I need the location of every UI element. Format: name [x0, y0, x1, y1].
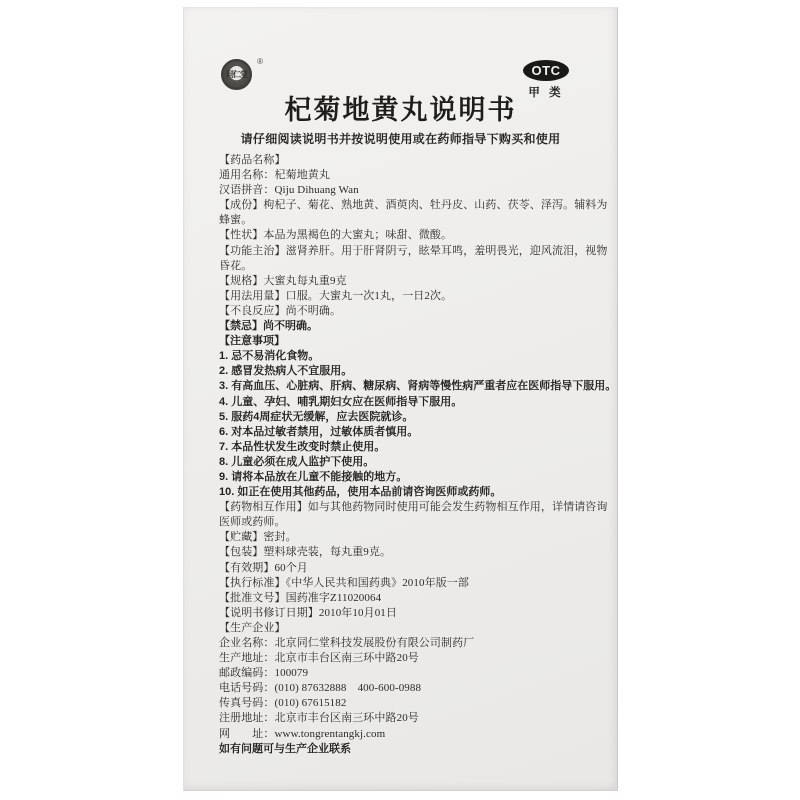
insert-line: 蜂蜜。	[219, 214, 253, 227]
insert-line: 7. 本品性状发生改变时禁止使用。	[219, 440, 386, 453]
insert-line: 【生产企业】	[219, 621, 286, 634]
insert-line: 【药物相互作用】如与其他药物同时使用可能会发生药物相互作用，详情请咨询	[219, 501, 608, 514]
insert-line: 【性状】本品为黑褐色的大蜜丸；味甜、微酸。	[219, 229, 453, 242]
insert-line: 【成份】枸杞子、菊花、熟地黄、酒萸肉、牡丹皮、山药、茯苓、泽泻。辅料为	[219, 199, 608, 212]
insert-line: 【批准文号】国药准字Z11020064	[219, 591, 382, 604]
insert-line: 【用法用量】口服。大蜜丸一次1丸，一日2次。	[219, 289, 453, 302]
otc-oval-icon	[523, 60, 569, 81]
insert-line: 生产地址：北京市丰台区南三环中路20号	[219, 652, 419, 665]
insert-line: 注册地址：北京市丰台区南三环中路20号	[219, 712, 419, 725]
insert-line: 如有问题可与生产企业联系	[219, 742, 351, 755]
insert-line: 【注意事项】	[219, 335, 285, 348]
insert-line: 通用名称：杞菊地黄丸	[219, 169, 330, 182]
insert-line: 【有效期】60个月	[219, 561, 308, 574]
insert-line: 【不良反应】尚不明确。	[219, 304, 342, 317]
insert-line: 【包装】塑料球壳装，每丸重9克。	[219, 546, 392, 559]
insert-line: 传真号码：(010) 67615182	[219, 697, 347, 710]
insert-line: 1. 忌不易消化食物。	[219, 350, 320, 363]
insert-line: 【贮藏】密封。	[219, 531, 297, 544]
registered-trademark-mark: ®	[257, 57, 263, 66]
logo-text: 同仁堂	[226, 69, 247, 79]
leaflet-title: 杞菊地黄丸说明书	[284, 95, 517, 125]
insert-line: 9. 请将本品放在儿童不能接触的地方。	[219, 470, 408, 483]
insert-line: 医师或药师。	[219, 516, 286, 529]
insert-line: 【规格】大蜜丸每丸重9克	[219, 274, 347, 287]
insert-body	[219, 153, 617, 757]
insert-line: 邮政编码：100079	[219, 667, 309, 680]
insert-line: 3. 有高血压、心脏病、肝病、糖尿病、肾病等慢性病严重者应在医师指导下服用。	[219, 380, 617, 393]
insert-line: 5. 服药4周症状无缓解，应去医院就诊。	[219, 410, 414, 423]
insert-line: 【禁忌】尚不明确。	[219, 320, 318, 333]
insert-line: 2. 感冒发热病人不宜服用。	[219, 365, 353, 378]
tongrentang-seal-icon	[221, 59, 252, 90]
insert-line: 汉语拼音：Qiju Dihuang Wan	[219, 184, 359, 197]
insert-line: 6. 对本品过敏者禁用，过敏体质者慎用。	[219, 425, 419, 438]
insert-line: 8. 儿童必须在成人监护下使用。	[219, 455, 375, 468]
insert-line: 企业名称：北京同仁堂科技发展股份有限公司制药厂	[219, 637, 475, 649]
read-carefully-notice: 请仔细阅读说明书并按说明使用或在药师指导下购买和使用	[240, 132, 561, 146]
insert-line: 【执行标准】《中华人民共和国药典》2010年版一部	[219, 576, 469, 589]
otc-class-label: 甲 类	[528, 87, 564, 99]
insert-line: 昏花。	[219, 259, 253, 272]
leaflet-paper	[183, 7, 618, 791]
insert-line: 电话号码：(010) 87632888 400-600-0988	[219, 682, 422, 695]
insert-line: 【说明书修订日期】2010年10月01日	[219, 606, 397, 619]
otc-label: OTC	[531, 63, 561, 78]
insert-line: 【药品名称】	[219, 154, 286, 166]
insert-line: 网 址：www.tongrentangkj.com	[219, 727, 386, 740]
insert-line: 4. 儿童、孕妇、哺乳期妇女应在医师指导下服用。	[219, 395, 463, 408]
insert-line: 10. 如正在使用其他药品，使用本品前请咨询医师或药师。	[219, 486, 502, 499]
insert-line: 【功能主治】滋肾养肝。用于肝肾阴亏，眩晕耳鸣，羞明畏光，迎风流泪，视物	[219, 244, 608, 257]
